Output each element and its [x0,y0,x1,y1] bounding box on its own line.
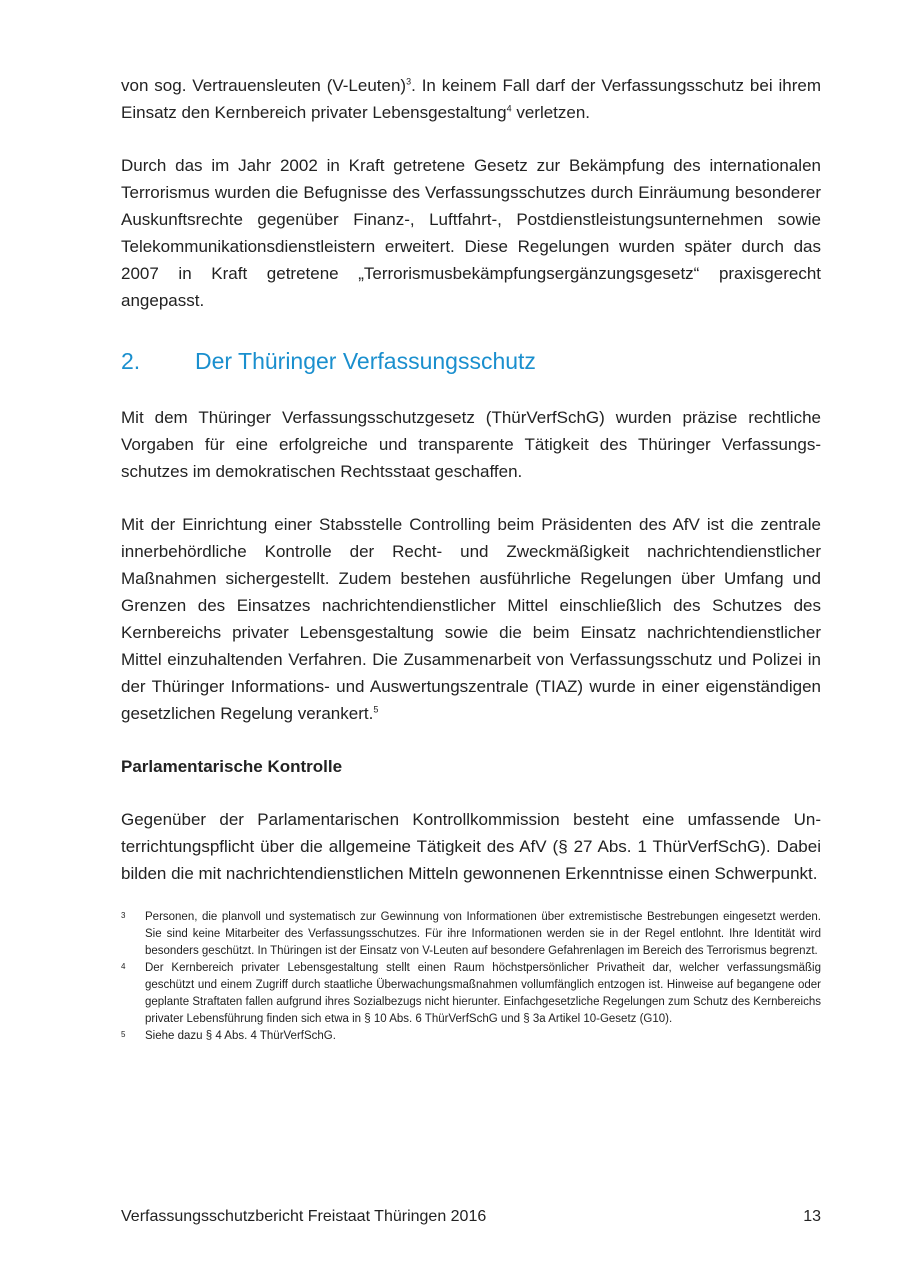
footnote-ref-5[interactable]: 5 [373,704,379,715]
paragraph-text: Mit der Einrichtung einer Stabsstelle Controlling beim Präsidenten des AfV ist die zentrale innerbehördliche Kontrolle der Recht- und Zweckmäßigkeit nachrichtendienstlicher Maßnahmen sichergestellt. Zudem bestehen ausführliche Regelungen über Umfang und Grenzen des Einsatzes nachrichtendienstlicher Mittel einschließlich des Schutzes des Kernbereichs privater Lebensgestaltung sowie die beim Einsatz nachrichtendienstlicher Mittel einzuhaltenden Verfahren. Die Zusammenarbeit von Verfassungsschutz und Polizei in der Thüringer Informations- und Auswertungszentrale (TIAZ) wurde in einer eigenständigen gesetzlichen Regelung verankert. [121,515,821,723]
page-body [121,72,821,1045]
page-footer [121,1206,821,1228]
section-number: 2. [121,348,141,374]
footer-title: Verfassungsschutzbericht Freistaat Thüringen 2016 [121,1208,487,1225]
section-title: Der Thüringer Verfassungsschutz [195,348,536,374]
paragraph-terrorism-law: Durch das im Jahr 2002 in Kraft getretene Gesetz zur Bekämpfung des internationalen Terrorismus wurden die Befugnisse des Verfassungsschutzes durch Einräumung besonderer Auskunftsrechte gegenüber Finanz-, Luftfahrt-, Postdienstleistungsunternehmen sowie Telekommunikationsdienstleistern erweitert. Diese Regelungen wurden später durch das 2007 in Kraft getretene „Terrorismusbekämpfungsergänzungsgesetz“ praxisgerecht angepasst. [121,156,821,310]
footnote-3 [121,909,821,960]
paragraph-text: verletzen. [511,103,591,122]
paragraph-control-commission: Gegenüber der Parlamentarischen Kontrollkommission besteht eine umfassende Unterrichtungspflicht über die allgemeine Tätigkeit des AfV (§ 27 Abs. 1 ThürVerfSchG). Dabei bilden die mit nachrichtendienstlichen Mitteln gewonnenen Erkenntnisse einen Schwerpunkt. [121,810,821,883]
paragraph-controlling [121,511,821,727]
footnote-text: Der Kernbereich privater Lebensgestaltung stellt einen Raum höchstpersönlicher Privatheit dar, welcher verfassungsmäßig geschützt und einem Zugriff durch staatliche Überwachungsmaßnahmen vollumfänglich entzogen ist. Hinweise auf begangene oder geplante Straftaten fallen aufgrund ihres Sozialbezugs nicht hierunter. Einfachgesetzliche Regelungen zum Schutz des Kernbereichs privater Lebensführung finden sich etwa in § 10 Abs. 6 ThürVerfSchG und § 3a Artikel 10-Gesetz (G10). [145,962,821,1025]
paragraph-text: . In keinem Fall darf der Verfassungsschutz bei ihrem Einsatz den Kernbereich privater Lebensgestaltung [121,76,821,122]
footnote-number: 5 [121,1030,126,1039]
footnote-ref-3[interactable]: 3 [406,76,412,87]
section-heading [121,344,821,378]
page-number: 13 [803,1208,821,1225]
footnote-text: Siehe dazu § 4 Abs. 4 ThürVerfSchG. [145,1030,336,1042]
footnote-number: 3 [121,911,126,920]
subheading-parliamentary-control: Parlamentarische Kontrolle [121,757,343,776]
paragraph-thuerverfschg: Mit dem Thüringer Verfassungsschutzgesetz (ThürVerfSchG) wurden präzise rechtliche Vorgaben für eine erfolgreiche und transparente Tätigkeit des Thüringer Verfassungsschutzes im demokratischen Rechtsstaat geschaffen. [121,408,821,481]
footnote-ref-4[interactable]: 4 [506,103,512,114]
footnotes [121,909,821,1045]
footnote-text: Personen, die planvoll und systematisch zur Gewinnung von Informationen über extremistische Bestrebungen eingesetzt werden. Sie sind keine Mitarbeiter des Verfassungsschutzes. Für ihre Informationen werden sie in der Regel entlohnt. Ihre Identität wird besonders geschützt. In Thüringen ist der Einsatz von V-Leuten auf besondere Gefahrenlagen im Bereich des Terrorismus begrenzt. [145,911,821,957]
paragraph-text: von sog. Vertrauensleuten (V-Leuten) [121,76,407,95]
paragraph-v-leute [121,72,821,126]
footnote-4 [121,960,821,1028]
footnote-number: 4 [121,962,126,971]
footnote-5 [121,1028,821,1045]
